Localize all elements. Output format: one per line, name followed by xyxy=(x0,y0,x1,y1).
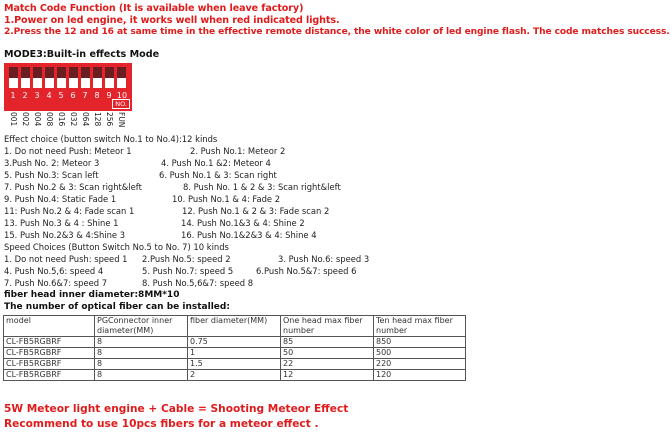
dip-switch-4 xyxy=(45,67,54,88)
dip-switch-3 xyxy=(33,67,42,88)
speed-item: 8. Push No.5,6&7: speed 8 xyxy=(142,278,254,288)
effect-item: 15. Push No.2&3 & 4:Shine 3 xyxy=(4,230,126,240)
effect-item: 11: Push No.2 & 4: Fade scan 1 xyxy=(4,206,135,216)
bit-label: 256 xyxy=(105,112,114,127)
on-label: NO. xyxy=(112,99,130,109)
table-row xyxy=(4,370,466,381)
bit-label: 004 xyxy=(33,112,42,127)
table-cell: 22 xyxy=(281,359,374,370)
effect-item: 1. Do not need Push: Meteor 1 xyxy=(4,146,132,156)
effect-item: 7. Push No.2 & 3: Scan right&left xyxy=(4,182,142,192)
effect-item: 10. Push No.1 & 4: Fade 2 xyxy=(172,194,281,204)
table-header-cell: One head max fiber number xyxy=(281,316,374,337)
dip-switch-6 xyxy=(69,67,78,88)
effect-item: 9. Push No.4: Static Fade 1 xyxy=(4,194,117,204)
effect-item: 3.Push No. 2: Meteor 3 xyxy=(4,158,100,168)
dip-switch-8 xyxy=(93,67,102,88)
footer-line-1: 5W Meteor light engine + Cable = Shooting Meteor Effect xyxy=(4,403,349,415)
table-header-cell: model xyxy=(4,316,95,337)
dip-switch-5 xyxy=(57,67,66,88)
mode-title: MODE3:Built-in effects Mode xyxy=(4,49,160,60)
dip-switch-2 xyxy=(21,67,30,88)
effect-item: 2. Push No.1: Meteor 2 xyxy=(190,146,286,156)
table-cell: 8 xyxy=(95,337,188,348)
fiber-count-line: The number of optical fiber can be installed: xyxy=(4,302,230,312)
table-cell: 500 xyxy=(374,348,466,359)
table-cell: CL-FB5RGBRF xyxy=(4,359,95,370)
table-cell: 8 xyxy=(95,370,188,381)
speed-item: 7. Push No.6&7: speed 7 xyxy=(4,278,108,288)
table-row xyxy=(4,337,466,348)
table-row xyxy=(4,348,466,359)
table-row xyxy=(4,359,466,370)
fiber-table xyxy=(3,315,466,381)
dip-switch-image xyxy=(4,63,132,111)
bit-label: 001 xyxy=(9,112,18,127)
bit-label: FUN xyxy=(117,112,126,128)
dip-number: 9 xyxy=(106,91,112,100)
dip-number: 7 xyxy=(82,91,88,100)
bit-label: 002 xyxy=(21,112,30,127)
bit-label: 064 xyxy=(81,112,90,127)
table-cell: 1.5 xyxy=(188,359,281,370)
table-cell: 50 xyxy=(281,348,374,359)
table-cell: 12 xyxy=(281,370,374,381)
dip-number: 4 xyxy=(46,91,52,100)
speed-item: 6.Push No.5&7: speed 6 xyxy=(256,266,357,276)
table-cell: 85 xyxy=(281,337,374,348)
effect-item: 16. Push No.1&2&3 & 4: Shine 4 xyxy=(181,230,317,240)
dip-number: 8 xyxy=(94,91,100,100)
speed-item: 2.Push No.5: speed 2 xyxy=(142,254,231,264)
bit-label: 016 xyxy=(57,112,66,127)
dip-number: 5 xyxy=(58,91,64,100)
table-header-cell: Ten head max fiber number xyxy=(374,316,466,337)
effect-item: 12. Push No.1 & 2 & 3: Fade scan 2 xyxy=(182,206,330,216)
table-cell: 8 xyxy=(95,348,188,359)
dip-switch-1 xyxy=(9,67,18,88)
bit-labels xyxy=(4,112,134,134)
table-cell: 8 xyxy=(95,359,188,370)
table-cell: 850 xyxy=(374,337,466,348)
effect-item: 14. Push No.1&3 & 4: Shine 2 xyxy=(181,218,305,228)
dip-switch-9 xyxy=(105,67,114,88)
dip-switch-10 xyxy=(117,67,126,88)
match-code-step-2: 2.Press the 12 and 16 at same time in the effective remote distance, the white color of led engine flash. The code matches success. xyxy=(4,27,670,37)
fiber-diameter-line: fiber head inner diameter:8MM*10 xyxy=(4,290,180,300)
match-code-step-1: 1.Power on led engine, it works well when red indicated lights. xyxy=(4,15,340,26)
table-cell: 2 xyxy=(188,370,281,381)
speed-item: 1. Do not need Push: speed 1 xyxy=(4,254,128,264)
bit-label: 128 xyxy=(93,112,102,127)
table-cell: CL-FB5RGBRF xyxy=(4,370,95,381)
bit-label: 008 xyxy=(45,112,54,127)
dip-number: 6 xyxy=(70,91,76,100)
speed-item: 3. Push No.6: speed 3 xyxy=(278,254,370,264)
speed-item: 4. Push No.5,6: speed 4 xyxy=(4,266,104,276)
table-cell: CL-FB5RGBRF xyxy=(4,337,95,348)
match-code-title: Match Code Function (It is available when leave factory) xyxy=(4,3,304,14)
speeds-heading: Speed Choices (Button Switch No.5 to No. 7) 10 kinds xyxy=(4,242,229,252)
speed-item: 5. Push No.7: speed 5 xyxy=(142,266,234,276)
bit-label: 032 xyxy=(69,112,78,127)
table-header-cell: PGConnector inner diameter(MM) xyxy=(95,316,188,337)
dip-number: 3 xyxy=(34,91,40,100)
table-cell: 120 xyxy=(374,370,466,381)
effect-item: 8. Push No. 1 & 2 & 3: Scan right&left xyxy=(183,182,341,192)
effect-item: 4. Push No.1 &2: Meteor 4 xyxy=(161,158,271,168)
table-cell: 220 xyxy=(374,359,466,370)
dip-switch-7 xyxy=(81,67,90,88)
table-header-row xyxy=(4,316,466,337)
effect-item: 5. Push No.3: Scan left xyxy=(4,170,99,180)
effects-heading: Effect choice (button switch No.1 to No.4):12 kinds xyxy=(4,134,218,144)
table-cell: 0.75 xyxy=(188,337,281,348)
dip-number: 2 xyxy=(22,91,28,100)
dip-number: 1 xyxy=(10,91,16,100)
dip-number: 10 xyxy=(116,91,128,100)
effect-item: 13. Push No.3 & 4 : Shine 1 xyxy=(4,218,119,228)
footer-line-2: Recommend to use 10pcs fibers for a meteor effect . xyxy=(4,418,319,430)
table-cell: CL-FB5RGBRF xyxy=(4,348,95,359)
table-header-cell: fiber diameter(MM) xyxy=(188,316,281,337)
effect-item: 6. Push No.1 & 3: Scan right xyxy=(159,170,277,180)
table-cell: 1 xyxy=(188,348,281,359)
